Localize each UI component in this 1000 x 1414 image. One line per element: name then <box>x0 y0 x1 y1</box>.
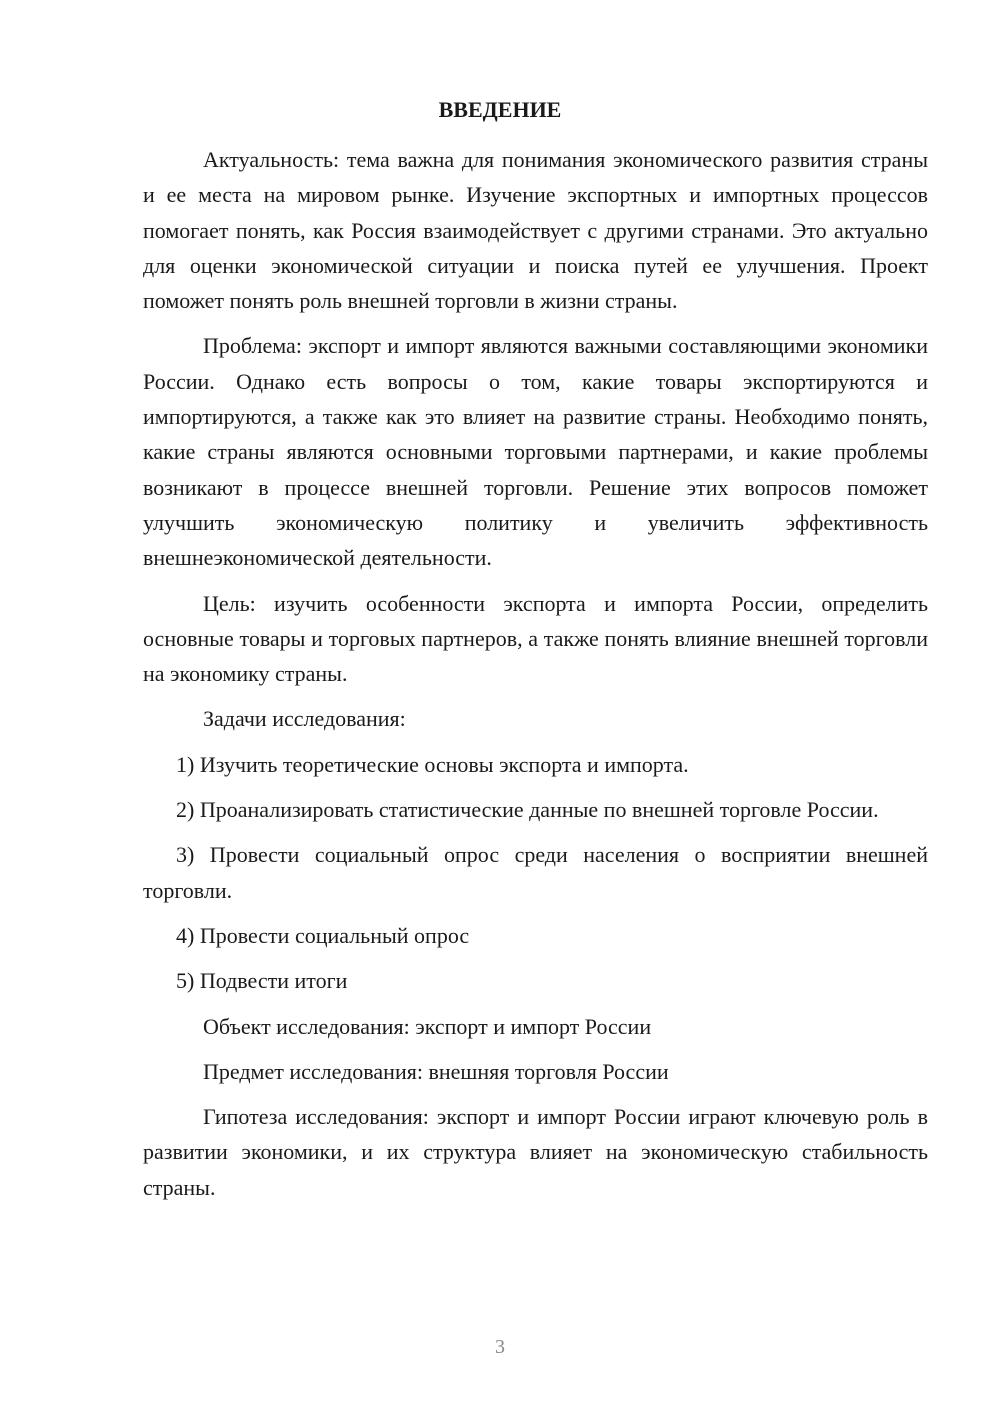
task-item-1: 1) Изучить теоретические основы экспорта и импорта. <box>176 751 689 777</box>
task-item-3: 3) Провести социальный опрос среди населения о восприятии внешней торговли. <box>143 842 928 903</box>
task-item-4: 4) Провести социальный опрос <box>176 922 470 948</box>
page-title: ВВЕДЕНИЕ <box>438 97 562 122</box>
paragraph-goal: Цель: изучить особенности экспорта и импорта России, определить основные товары и торговых партнеров, а также понять влияние внешней торговли на экономику страны. <box>143 590 928 687</box>
paragraph-object: Объект исследования: экспорт и импорт России <box>203 1013 652 1039</box>
tasks-title: Задачи исследования: <box>203 706 406 732</box>
paragraph-hypothesis: Гипотеза исследования: экспорт и импорт России играют ключевую роль в развитии экономики, и их структура влияет на экономическую стабильность страны. <box>143 1104 928 1200</box>
document-body <box>143 142 928 1215</box>
paragraph-relevance: Актуальность: тема важна для понимания экономического развития страны и ее места на мировом рынке. Изучение экспортных и импортных процессов помогает понять, как Россия взаимодействует с другими странами. Это актуально для оценки экономической ситуации и поиска путей ее улучшения. Проект поможет понять роль внешней торговли в жизни страны. <box>143 147 928 314</box>
task-item-2: 2) Проанализировать статистические данные по внешней торговле России. <box>176 797 879 823</box>
task-item-5: 5) Подвести итоги <box>176 968 348 994</box>
page-number: 3 <box>495 1336 505 1358</box>
paragraph-problem: Проблема: экспорт и импорт являются важными составляющими экономики России. Однако есть вопросы о том, какие товары экспортируются и импортируются, а также как это влияет на развитие страны. Необходимо понять, какие страны являются основными торговыми партнерами, и какие проблемы возникают в процессе внешней торговли. Решение этих вопросов поможет улучшить экономическую политику и увеличить эффективность внешнеэкономической деятельности. <box>143 333 928 571</box>
paragraph-subject: Предмет исследования: внешняя торговля России <box>203 1058 669 1084</box>
